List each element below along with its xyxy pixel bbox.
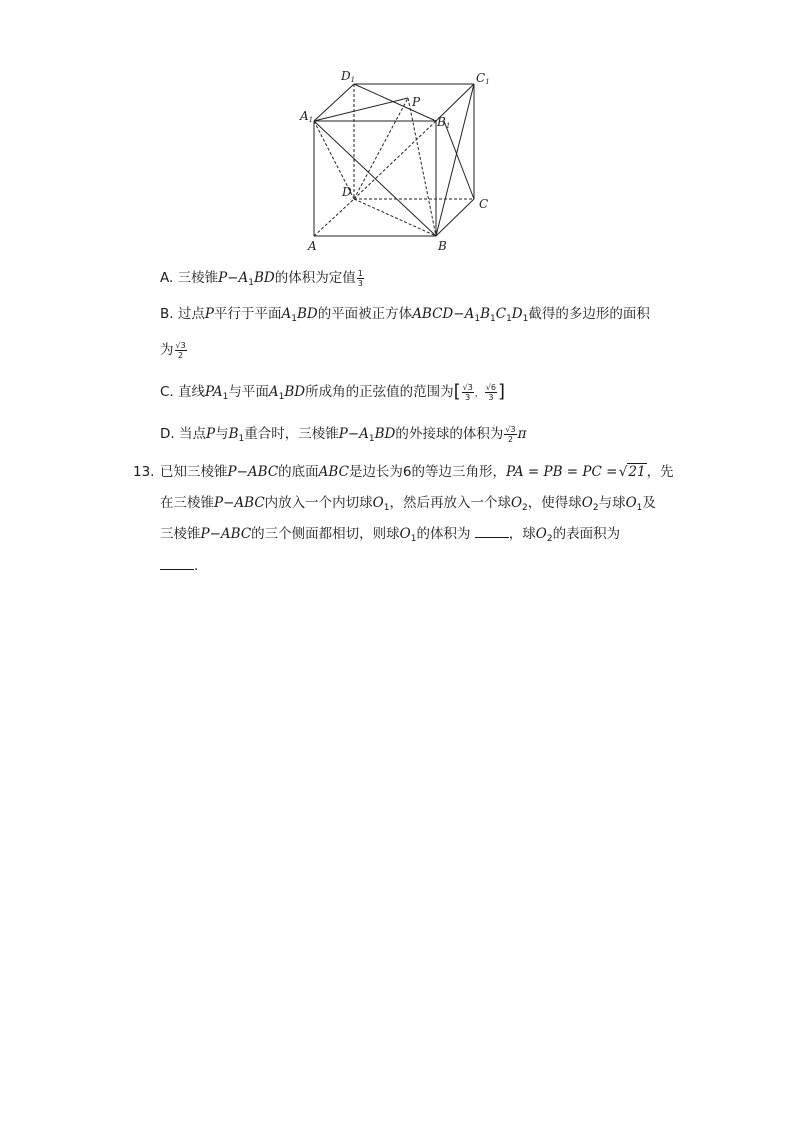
question-text: 的三个侧面都相切，则球 xyxy=(251,526,400,542)
math-expr: π xyxy=(517,426,527,442)
label-a1: A1 xyxy=(300,109,314,124)
question-text: . xyxy=(194,558,199,574)
math-expr: D xyxy=(511,306,523,322)
question-text: 在三棱锥 xyxy=(160,495,214,511)
denominator: 2 xyxy=(507,434,514,444)
numerator: √3 xyxy=(505,424,516,434)
edge-db xyxy=(354,199,436,236)
subscript: 1 xyxy=(383,503,390,513)
math-expr: BD xyxy=(284,384,306,400)
math-expr: P−A xyxy=(218,270,249,286)
math-expr: BD xyxy=(296,306,318,322)
math-expr: PA xyxy=(205,384,223,400)
label-b: B xyxy=(438,239,447,253)
math-expr: O xyxy=(399,526,411,542)
question-text: ，球 xyxy=(508,526,536,542)
option-b-line2 xyxy=(160,340,188,360)
question-text: ，先 xyxy=(646,464,674,480)
fraction xyxy=(357,269,364,288)
option-label: A. xyxy=(160,270,174,286)
option-b xyxy=(160,304,650,329)
numerator: 1 xyxy=(357,268,363,278)
math-expr: ABC xyxy=(318,464,349,480)
option-text: 的平面被正方体 xyxy=(317,306,413,322)
sqrt-content: 21 xyxy=(628,464,646,480)
math-expr: O xyxy=(581,495,593,511)
option-text: 为 xyxy=(160,342,174,358)
math-expr: P−ABC xyxy=(214,495,265,511)
subscript: 1 xyxy=(522,314,529,324)
fraction xyxy=(504,425,516,444)
question-line-1 xyxy=(160,462,674,482)
subscript: 1 xyxy=(489,314,496,324)
edge-bc1 xyxy=(436,84,474,236)
label-c1: C1 xyxy=(476,71,490,86)
option-text: 的体积为定值 xyxy=(274,270,356,286)
subscript: 1 xyxy=(368,434,375,444)
option-d xyxy=(160,424,526,449)
numerator: √3 xyxy=(462,382,473,392)
subscript: 1 xyxy=(474,314,481,324)
math-expr: B xyxy=(228,426,239,442)
question-text: 已知三棱锥 xyxy=(160,464,228,480)
subscript: 1 xyxy=(410,534,417,544)
option-text: 的外接球的体积为 xyxy=(395,426,504,442)
option-text: 重合时，三棱锥 xyxy=(244,426,339,442)
label-p: P xyxy=(412,95,421,109)
edge-bc xyxy=(436,199,474,236)
option-text: 当点 xyxy=(178,426,206,442)
subscript: 1 xyxy=(238,434,245,444)
sqrt-sign: √ xyxy=(618,464,628,480)
label-c: C xyxy=(479,197,489,211)
question-line-2 xyxy=(160,493,656,518)
subscript: 1 xyxy=(222,392,229,402)
option-text: 与 xyxy=(215,426,229,442)
math-expr: P xyxy=(205,426,216,442)
question-text: ，使得球 xyxy=(527,495,582,511)
denominator: 3 xyxy=(465,392,471,402)
subscript: 2 xyxy=(546,534,553,544)
label-a: A xyxy=(308,239,317,253)
math-expr: O xyxy=(372,495,384,511)
subscript: 2 xyxy=(522,503,528,513)
edge-d1b1 xyxy=(354,84,436,121)
question-text: 的底面 xyxy=(278,464,319,480)
edge-a1p xyxy=(314,98,408,121)
edge-ad xyxy=(314,199,354,236)
math-expr: O xyxy=(535,526,547,542)
math-expr: O xyxy=(625,495,637,511)
question-text: 与球 xyxy=(598,495,626,511)
math-expr: O xyxy=(510,495,523,511)
denominator: 3 xyxy=(357,278,363,288)
math-expr: BD xyxy=(253,270,275,286)
math-expr: P−ABC xyxy=(200,526,252,542)
option-c xyxy=(160,382,505,407)
question-text: 内放入一个内切球 xyxy=(264,495,373,511)
option-label: D. xyxy=(160,426,175,442)
option-text: 平行于平面 xyxy=(213,306,282,322)
math-expr: BD xyxy=(374,426,396,442)
edge-db1 xyxy=(354,121,436,199)
numerator: √6 xyxy=(485,382,496,392)
subscript: 1 xyxy=(248,278,254,288)
fraction xyxy=(175,341,187,360)
cube-figure xyxy=(296,62,496,254)
math-expr: P xyxy=(204,306,214,322)
fraction xyxy=(485,383,497,402)
subscript: 1 xyxy=(291,314,297,324)
question-text: 是边长为6的等边三角形， xyxy=(348,464,506,480)
right-bracket: ] xyxy=(498,381,506,402)
option-text: 直线 xyxy=(178,384,206,400)
option-label: B. xyxy=(160,306,174,322)
question-line-3 xyxy=(160,524,620,549)
subscript: 1 xyxy=(278,392,285,402)
label-b1: B1 xyxy=(437,115,451,130)
subscript: 1 xyxy=(636,503,643,513)
option-a xyxy=(160,268,365,293)
edge-a1d1 xyxy=(314,84,354,121)
math-expr: A xyxy=(268,384,279,400)
math-expr: ABCD−A xyxy=(412,306,475,322)
math-expr: P−ABC xyxy=(227,464,279,480)
question-number: 13. xyxy=(133,464,155,480)
left-bracket: [ xyxy=(453,381,461,402)
denominator: 3 xyxy=(488,392,494,402)
option-label: C. xyxy=(160,384,174,400)
label-d1: D1 xyxy=(341,69,356,84)
option-text: 过点 xyxy=(177,306,205,322)
answer-blank xyxy=(160,557,194,570)
question-text: 及 xyxy=(642,495,656,511)
option-text: 所成角的正弦值的范围为 xyxy=(305,384,454,400)
math-expr: A xyxy=(281,306,292,322)
subscript: 2 xyxy=(592,503,599,513)
option-text: 截得的多边形的面积 xyxy=(528,306,650,322)
question-line-4 xyxy=(160,556,198,576)
math-expr: C xyxy=(495,306,507,322)
question-text: 的体积为 xyxy=(416,526,475,542)
comma: ， xyxy=(474,389,484,399)
fraction xyxy=(462,383,474,402)
label-d: D xyxy=(342,185,352,199)
option-text: 三棱锥 xyxy=(177,270,219,286)
question-text: 三棱锥 xyxy=(160,526,201,542)
question-text: 的表面积为 xyxy=(552,526,621,542)
numerator: √3 xyxy=(175,340,186,350)
option-text: 与平面 xyxy=(228,384,269,400)
math-expr: PA = PB = PC = xyxy=(506,464,618,480)
question-text: ，然后再放入一个球 xyxy=(389,495,511,511)
subscript: 1 xyxy=(506,314,512,324)
denominator: 2 xyxy=(178,350,184,360)
math-expr: P−A xyxy=(338,426,369,442)
answer-blank xyxy=(475,525,509,538)
math-expr: B xyxy=(480,306,490,322)
